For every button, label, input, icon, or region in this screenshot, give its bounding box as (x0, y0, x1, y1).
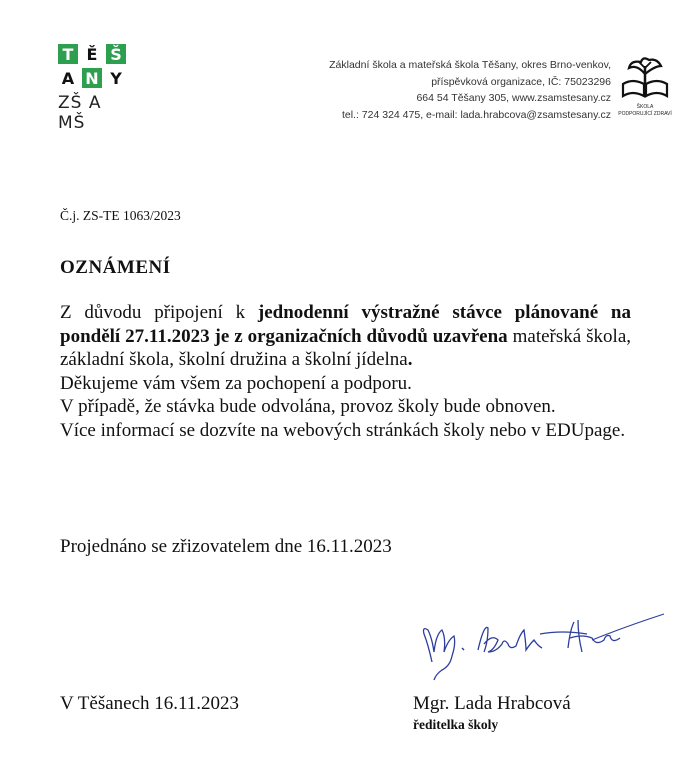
logo-letter: Y (106, 68, 126, 88)
logo-subtitle: ZŠ A MŠ (58, 93, 102, 133)
announcement-heading: OZNÁMENÍ (60, 257, 171, 278)
reference-number: Č.j. ZS-TE 1063/2023 (60, 208, 181, 223)
letterhead-address (329, 57, 611, 123)
letterhead-line: příspěvková organizace, IČ: 75023296 (431, 75, 611, 88)
announcement-body (60, 301, 631, 442)
handwritten-signature (392, 604, 667, 684)
letterhead-line: Základní škola a mateřská škola Těšany, okres Brno-venkov, (329, 59, 611, 71)
approval-note: Projednáno se zřizovatelem dne 16.11.2023 (60, 536, 392, 557)
emblem-caption-line: ŠKOLA (636, 104, 654, 110)
closure-text-period: . (407, 349, 413, 370)
tree-book-icon (617, 54, 673, 102)
place-and-date: V Těšanech 16.11.2023 (60, 693, 240, 714)
logo-letter: N (82, 68, 102, 88)
logo-letter: A (58, 68, 78, 88)
signatory-title: ředitelka školy (413, 717, 499, 732)
logo-letter: T (58, 44, 78, 64)
school-logo (58, 44, 132, 133)
closure-text-start: Z důvodu připojení k (60, 302, 258, 323)
closure-paragraph (60, 301, 631, 372)
logo-letter-grid (58, 44, 132, 88)
closure-text-end: mateřská škola, základní škola, školní družina a školní jídelna (60, 325, 632, 370)
logo-letter: Š (106, 44, 126, 64)
logo-letter: Ě (82, 44, 102, 64)
letterhead-line: 664 54 Těšany 305, www.zsamstesany.cz (416, 92, 611, 104)
thanks-paragraph: Děkujeme vám všem za pochopení a podporu. (60, 372, 412, 394)
health-school-emblem (617, 54, 673, 122)
cancellation-paragraph: V případě, že stávka bude odvolána, provoz školy bude obnoven. (60, 396, 556, 417)
signatory-name: Mgr. Lada Hrabcová (413, 693, 571, 714)
info-paragraph: Více informací se dozvíte na webových stránkách školy nebo v EDUpage. (60, 419, 626, 441)
closure-text-bold: jednodenní výstražné stávce plánované na pondělí 27.11.2023 je z organizačních důvodů uzavřena (60, 302, 631, 347)
emblem-caption-line: PODPORUJÍCÍ ZDRAVÍ (618, 111, 672, 117)
letterhead-line: tel.: 724 324 475, e-mail: lada.hrabcova@zsamstesany.cz (341, 108, 611, 121)
